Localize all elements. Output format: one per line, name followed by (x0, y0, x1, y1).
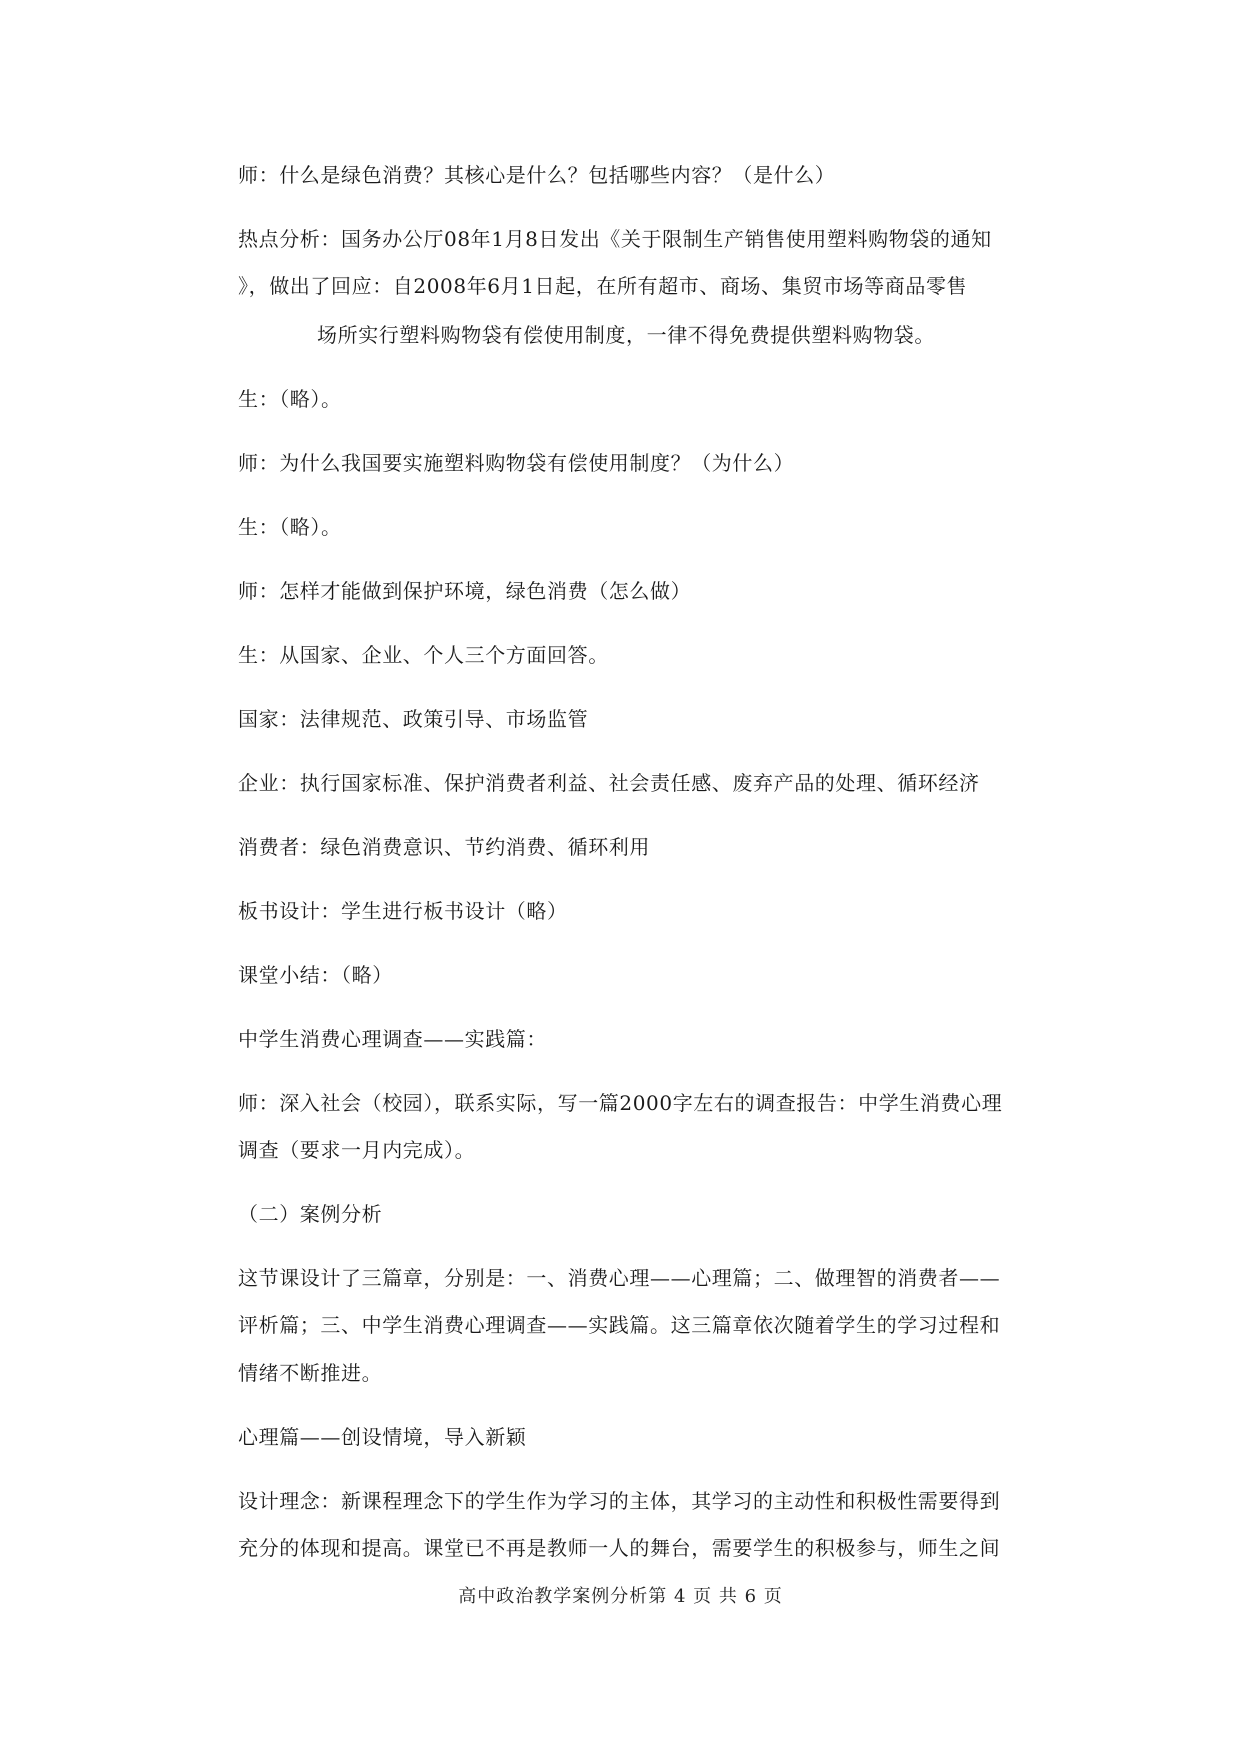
text-line: 情绪不断推进。 (238, 1361, 383, 1385)
text-line: 板书设计：学生进行板书设计（略） (238, 899, 568, 923)
text-line: 生：（略）。 (238, 387, 342, 411)
section-heading: 中学生消费心理调查——实践篇： (238, 1027, 547, 1051)
text-line: 》，做出了回应：自2008年6月1日起，在所有超市、商场、集贸市场等商品零售 (238, 274, 968, 298)
text-line: 生：（略）。 (238, 515, 342, 539)
text-line: 场所实行塑料购物袋有偿使用制度，一律不得免费提供塑料购物袋。 (317, 323, 935, 347)
text-line: 课堂小结：（略） (238, 963, 393, 987)
text-line: 师：什么是绿色消费？其核心是什么？包括哪些内容？（是什么） (238, 163, 836, 187)
section-heading: 心理篇——创设情境，导入新颖 (238, 1425, 527, 1449)
text-line: 师：怎样才能做到保护环境，绿色消费（怎么做） (238, 579, 692, 603)
text-line: 国家：法律规范、政策引导、市场监管 (238, 707, 589, 731)
text-line: 调查（要求一月内完成）。 (238, 1138, 476, 1162)
text-line: 消费者：绿色消费意识、节约消费、循环利用 (238, 835, 650, 859)
text-line: 设计理念：新课程理念下的学生作为学习的主体，其学习的主动性和积极性需要得到 (238, 1489, 1001, 1513)
text-line: 充分的体现和提高。课堂已不再是教师一人的舞台，需要学生的积极参与，师生之间 (238, 1536, 1001, 1560)
text-line: 师：为什么我国要实施塑料购物袋有偿使用制度？（为什么） (238, 451, 795, 475)
text-line: 师：深入社会（校园），联系实际，写一篇2000字左右的调查报告：中学生消费心理 (238, 1091, 1003, 1115)
text-line: 生：从国家、企业、个人三个方面回答。 (238, 643, 609, 667)
text-line: 评析篇；三、中学生消费心理调查——实践篇。这三篇章依次随着学生的学习过程和 (238, 1313, 1001, 1337)
page-footer: 高中政治教学案例分析第 4 页 共 6 页 (458, 1586, 783, 1607)
text-line: 企业：执行国家标准、保护消费者利益、社会责任感、废弃产品的处理、循环经济 (238, 771, 980, 795)
text-line: 这节课设计了三篇章，分别是：一、消费心理——心理篇；二、做理智的消费者—— (238, 1266, 1001, 1290)
section-heading: （二）案例分析 (238, 1202, 383, 1226)
text-line: 热点分析：国务办公厅08年1月8日发出《关于限制生产销售使用塑料购物袋的通知 (238, 227, 992, 251)
